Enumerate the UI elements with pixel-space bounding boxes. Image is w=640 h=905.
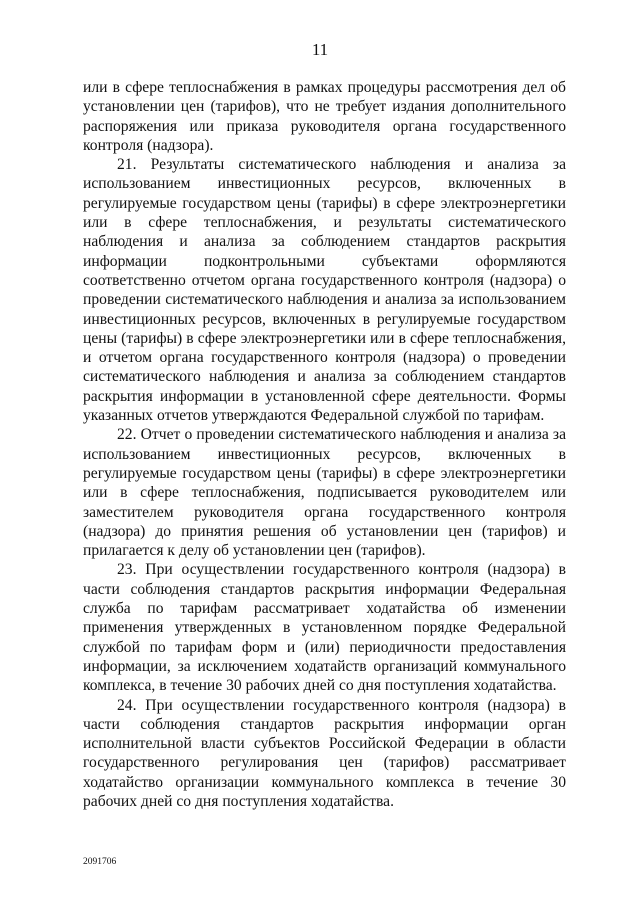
document-body <box>83 78 566 811</box>
paragraph-21: 21. Результаты систематического наблюдения и анализа за использованием инвестиционных ресурсов, включенных в регулируемые государством цены (тарифы) в сфере электроэнергетики или в сфере теплоснабжения, и результаты систематического наблюдения и анализа за соблюдением стандартов раскрытия информации подконтрольными субъектами оформляются соответственно отчетом органа государственного контроля (надзора) о проведении систематического наблюдения и анализа за использованием инвестиционных ресурсов, включенных в регулируемые государством цены (тарифы) в сфере электроэнергетики или в сфере теплоснабжения, и отчетом органа государственного контроля (надзора) о проведении систематического наблюдения и анализа за соблюдением стандартов раскрытия информации в установленной сфере деятельности. Формы указанных отчетов утверждаются Федеральной службой по тарифам. <box>83 156 566 425</box>
paragraph-24: 24. При осуществлении государственного контроля (надзора) в части соблюдения стандартов раскрытия информации орган исполнительной власти субъектов Российской Федерации в области государственного регулирования цен (тарифов) рассматривает ходатайство организации коммунального комплекса в течение 30 рабочих дней со дня поступления ходатайства. <box>83 696 566 810</box>
paragraph-23: 23. При осуществлении государственного контроля (надзора) в части соблюдения стандартов раскрытия информации Федеральная служба по тарифам рассматривает ходатайства об изменении применения утвержденных в установленном порядке Федеральной службой по тарифам форм и (или) периодичности предоставления информации, за исключением ходатайств организаций коммунального комплекса, в течение 30 рабочих дней со дня поступления ходатайства. <box>83 561 566 695</box>
page-number: 11 <box>311 40 329 59</box>
document-code: 2091706 <box>83 857 117 867</box>
paragraph-continuation: или в сфере теплоснабжения в рамках процедуры рассмотрения дел об установлении цен (тарифов), что не требует издания дополнительного распоряжения или приказа руководителя органа государственного контроля (надзора). <box>83 79 566 154</box>
paragraph-22: 22. Отчет о проведении систематического наблюдения и анализа за использованием инвестиционных ресурсов, включенных в регулируемые государством цены (тарифы) в сфере электроэнергетики или в сфере теплоснабжения, подписывается руководителем или заместителем руководителя органа государственного контроля (надзора) до принятия решения об установлении цен (тарифов) и прилагается к делу об установлении цен (тарифов). <box>83 426 566 560</box>
